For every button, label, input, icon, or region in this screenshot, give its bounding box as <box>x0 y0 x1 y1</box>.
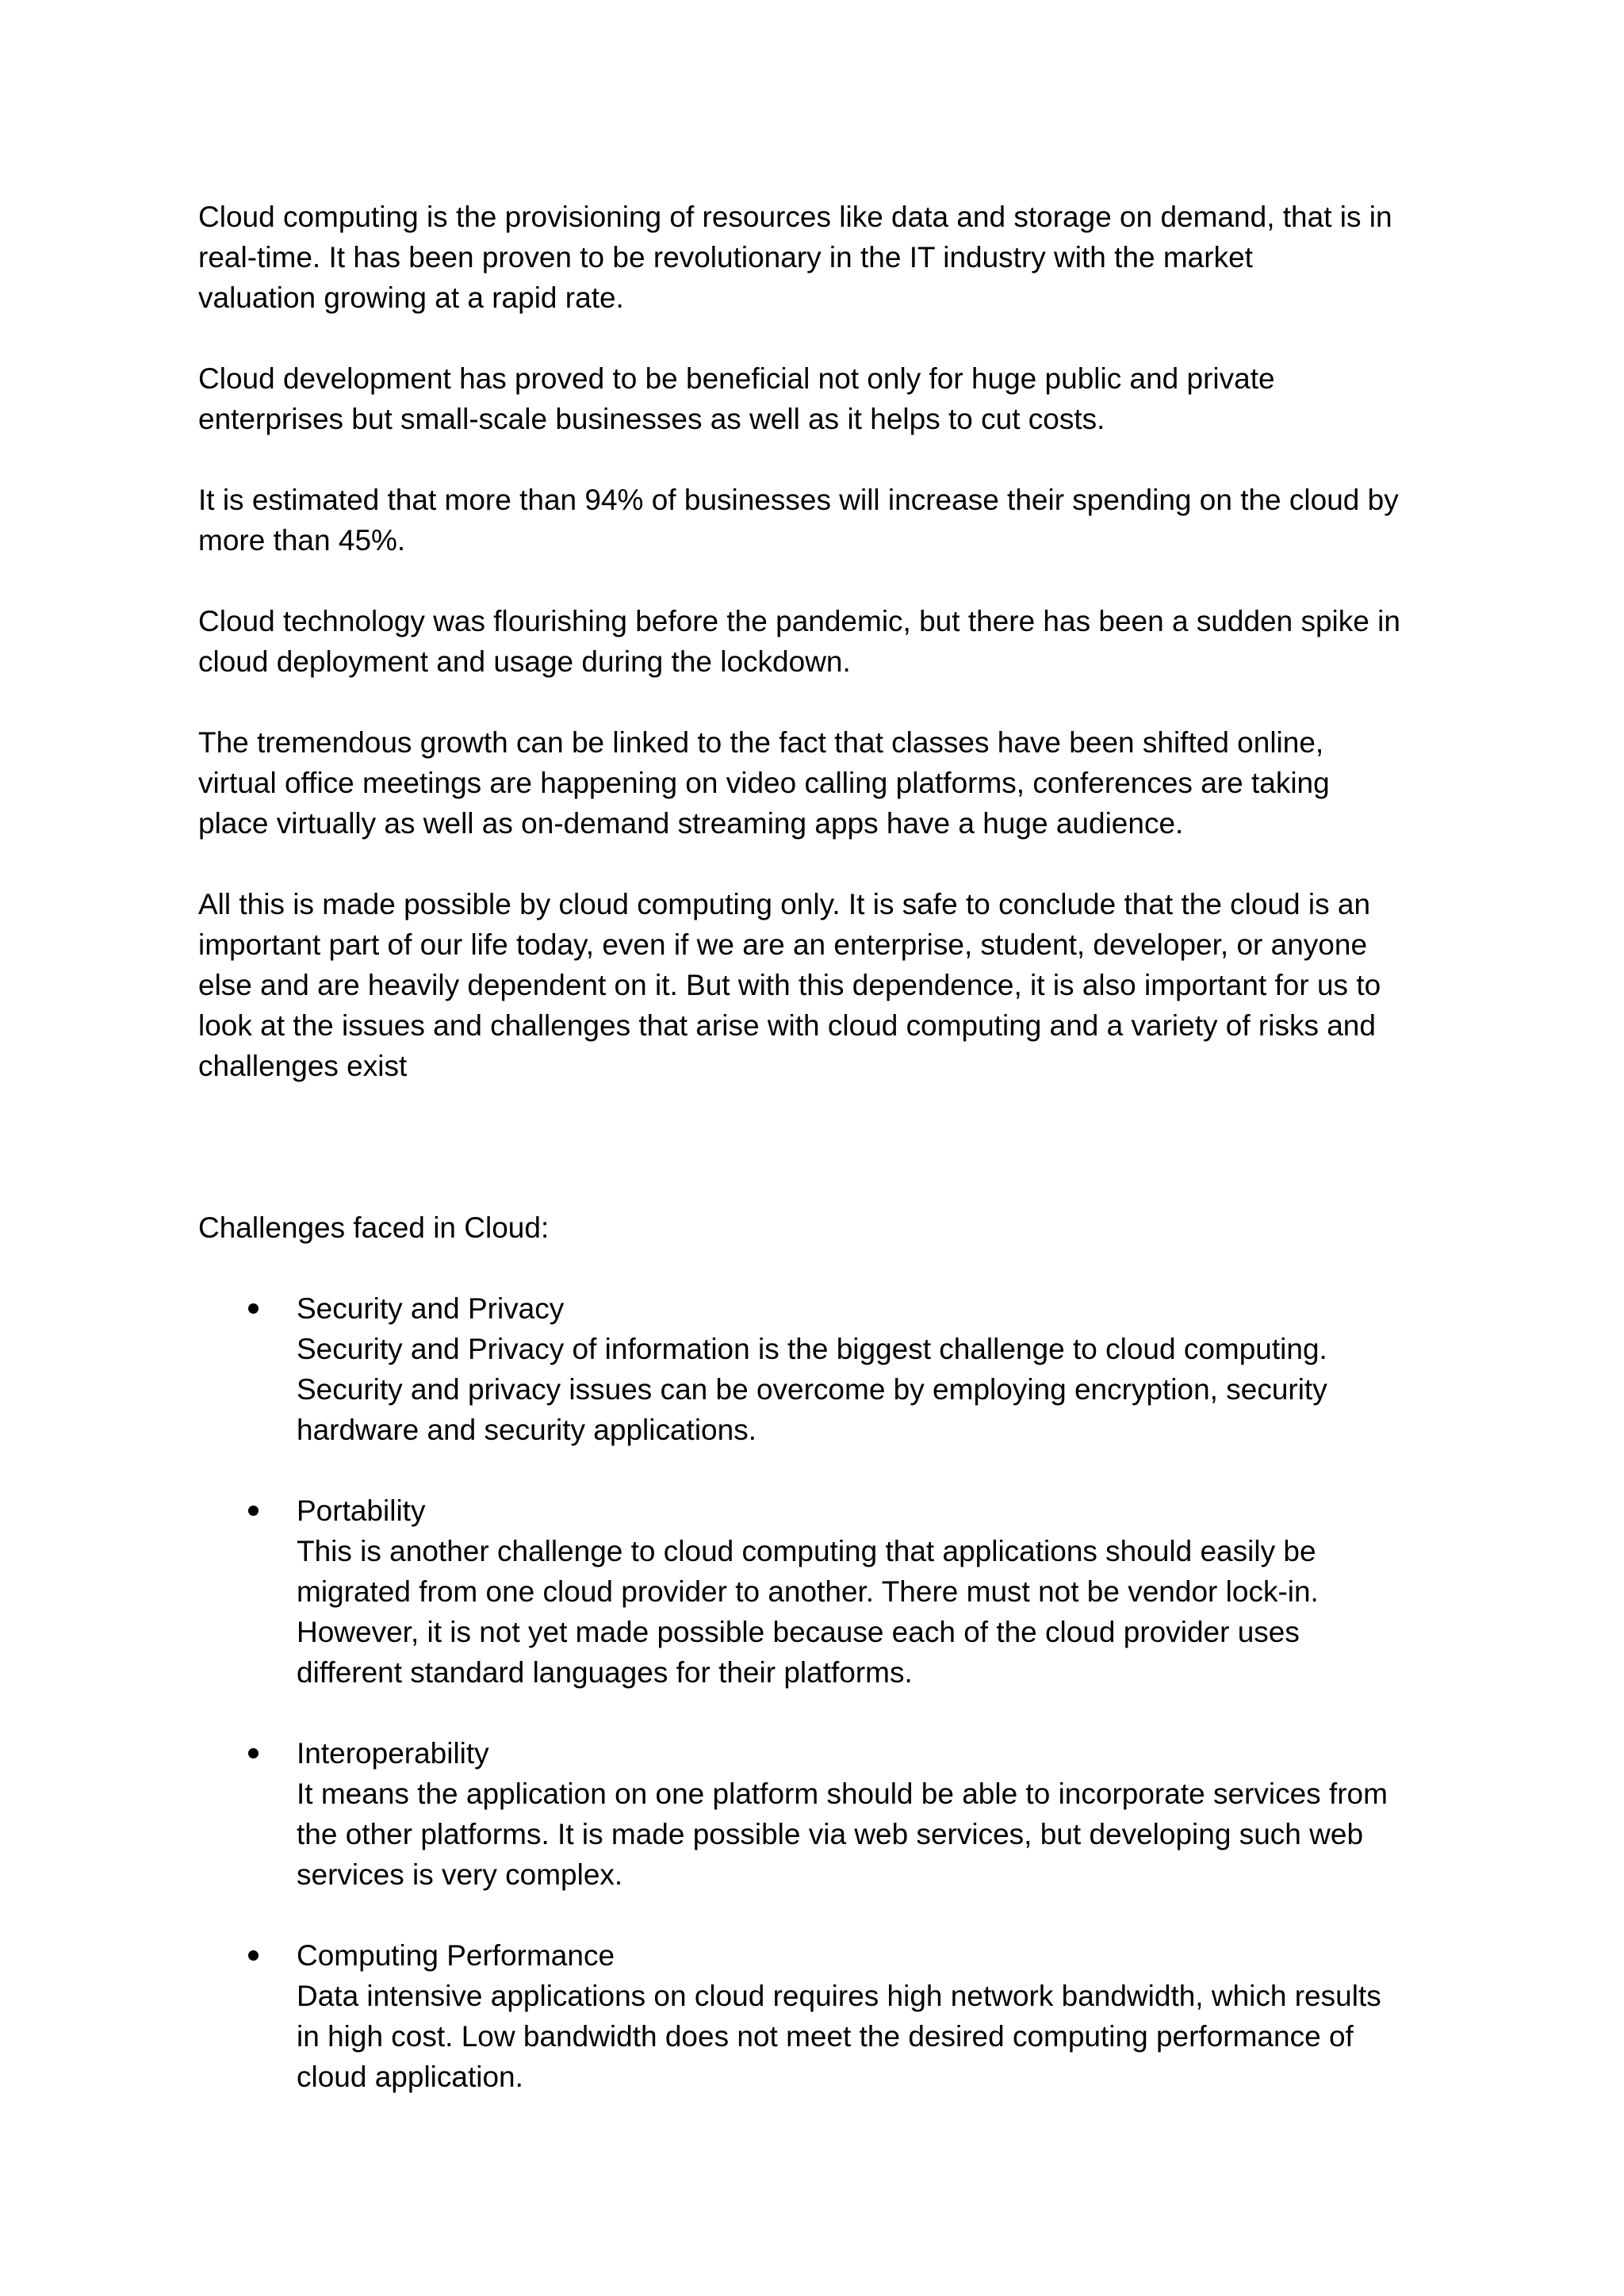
text-line: different standard languages for their platforms. <box>297 1656 913 1689</box>
text-line: real-time. It has been proven to be revolutionary in the IT industry with the market <box>198 241 1253 274</box>
text-line: Cloud computing is the provisioning of resources like data and storage on demand, that is in <box>198 201 1392 233</box>
challenge-portability <box>198 1490 1451 1693</box>
text-line: in high cost. Low bandwidth does not meet the desired computing performance of <box>297 2020 1354 2053</box>
text-line: place virtually as well as on-demand streaming apps have a huge audience. <box>198 807 1184 840</box>
text-line: challenges exist <box>198 1050 408 1082</box>
text-line: enterprises but small-scale businesses as well as it helps to cut costs. <box>198 403 1105 435</box>
challenge-computing-performance <box>198 1935 1451 2097</box>
bullet-icon <box>248 1748 259 1758</box>
text-line: services is very complex. <box>297 1858 623 1891</box>
text-line: It is estimated that more than 94% of businesses will increase their spending on the cloud by <box>198 484 1399 516</box>
text-line: virtual office meetings are happening on video calling platforms, conferences are taking <box>198 767 1330 799</box>
paragraph-conclusion <box>198 884 1451 1086</box>
text-line: the other platforms. It is made possible via web services, but developing such web <box>297 1818 1364 1850</box>
paragraph-intro <box>198 197 1451 318</box>
text-line: However, it is not yet made possible because each of the cloud provider uses <box>297 1616 1300 1648</box>
text-line: Cloud technology was flourishing before the pandemic, but there has been a sudden spike in <box>198 605 1400 637</box>
text-line: This is another challenge to cloud computing that applications should easily be <box>297 1535 1316 1567</box>
spacer <box>198 1127 1451 1207</box>
bullet-icon <box>248 1506 259 1516</box>
paragraph-development <box>198 358 1451 439</box>
text-line: The tremendous growth can be linked to the fact that classes have been shifted online, <box>198 726 1324 759</box>
document-body <box>198 197 1451 2137</box>
challenge-title: Security and Privacy <box>297 1292 565 1325</box>
paragraph-spending <box>198 480 1451 561</box>
text-line: more than 45%. <box>198 524 406 557</box>
bullet-icon <box>248 1950 259 1961</box>
text-line: look at the issues and challenges that arise with cloud computing and a variety of risks and <box>198 1009 1376 1042</box>
paragraph-growth <box>198 722 1451 844</box>
challenge-title: Portability <box>297 1494 426 1527</box>
text-line: Data intensive applications on cloud requires high network bandwidth, which results <box>297 1980 1381 2012</box>
challenge-title: Computing Performance <box>297 1939 615 1972</box>
challenge-title: Interoperability <box>297 1737 489 1770</box>
paragraph-pandemic <box>198 601 1451 682</box>
bullet-icon <box>248 1303 259 1314</box>
text-line: valuation growing at a rapid rate. <box>198 281 624 314</box>
text-line: It means the application on one platform should be able to incorporate services from <box>297 1777 1388 1810</box>
text-line: migrated from one cloud provider to another. There must not be vendor lock-in. <box>297 1575 1319 1608</box>
text-line: Cloud development has proved to be beneficial not only for huge public and private <box>198 362 1275 395</box>
text-line: All this is made possible by cloud computing only. It is safe to conclude that the cloud is an <box>198 888 1371 920</box>
text-line: hardware and security applications. <box>297 1414 756 1446</box>
text-line: important part of our life today, even if we are an enterprise, student, developer, or anyone <box>198 928 1368 961</box>
challenge-security-privacy <box>198 1288 1451 1450</box>
text-line: else and are heavily dependent on it. But with this dependence, it is also important for us to <box>198 969 1381 1001</box>
challenge-interoperability <box>198 1733 1451 1895</box>
text-line: Security and Privacy of information is the biggest challenge to cloud computing. <box>297 1333 1327 1365</box>
challenges-heading: Challenges faced in Cloud: <box>198 1211 550 1244</box>
text-line: Security and privacy issues can be overcome by employing encryption, security <box>297 1373 1327 1406</box>
text-line: cloud deployment and usage during the lockdown. <box>198 645 851 678</box>
text-line: cloud application. <box>297 2061 523 2093</box>
